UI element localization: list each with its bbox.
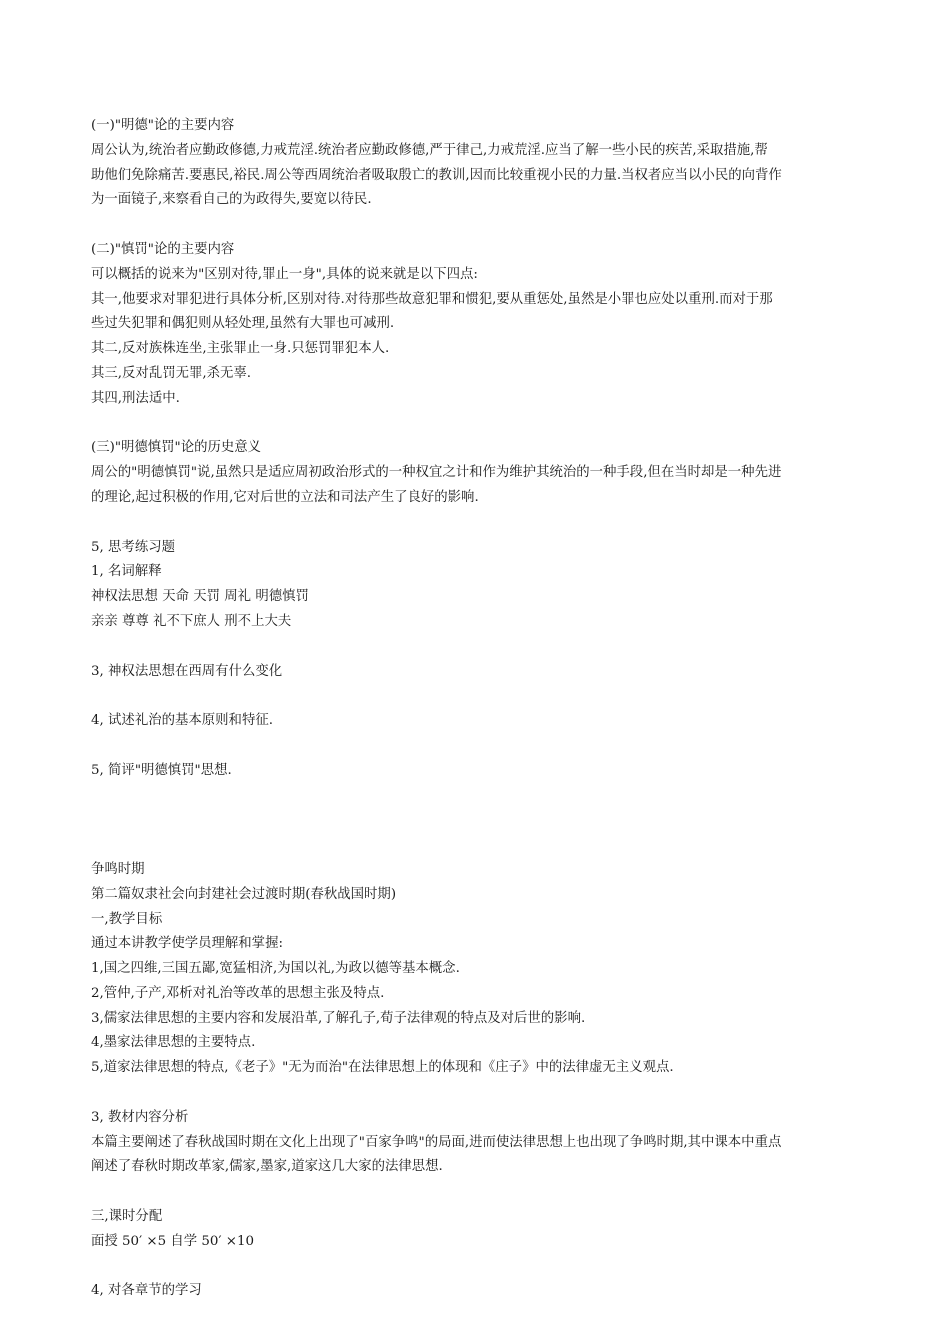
spacer — [91, 635, 861, 660]
section-mingde-heading: (一)"明德"论的主要内容 — [91, 118, 235, 133]
goals-intro: 通过本讲教学使学员理解和掌握: — [91, 936, 283, 952]
analysis-heading: 3, 教材内容分析 — [91, 1109, 189, 1125]
hours-line: 面授 50′ ×5 自学 50′ ×10 — [91, 1233, 255, 1249]
exercise-q1-terms: 亲亲 尊尊 礼不下庶人 刑不上大夫 — [91, 613, 292, 629]
exercise-q4: 4, 试述礼治的基本原则和特征. — [91, 713, 273, 729]
spacer — [91, 833, 861, 858]
paragraph-line: 其四,刑法适中. — [91, 390, 180, 406]
paragraph-line: 其三,反对乱罚无罪,杀无辜. — [91, 365, 252, 381]
paragraph-line: 其二,反对族株连坐,主张罪止一身.只惩罚罪犯本人. — [91, 341, 390, 357]
spacer — [91, 734, 861, 759]
spacer — [91, 1255, 861, 1280]
hours-heading: 三,课时分配 — [91, 1209, 163, 1225]
document-page — [91, 114, 861, 1304]
goal-item: 2,管仲,子产,邓析对礼治等改革的思想主张及特点. — [91, 985, 385, 1001]
paragraph-line: 阐述了春秋时期改革家,儒家,墨家,道家这几大家的法律思想. — [91, 1159, 443, 1175]
part-title: 第二篇奴隶社会向封建社会过渡时期(春秋战国时期) — [91, 886, 397, 902]
goal-item: 4,墨家法律思想的主要特点. — [91, 1035, 256, 1051]
paragraph-line: 些过失犯罪和偶犯则从轻处理,虽然有大罪也可减刑. — [91, 316, 395, 332]
goal-item: 3,儒家法律思想的主要内容和发展沿革,了解孔子,荀子法律观的特点及对后世的影响. — [91, 1010, 586, 1026]
exercises-heading: 5, 思考练习题 — [91, 539, 175, 555]
section-yiyi-heading: (三)"明德慎罚"论的历史意义 — [91, 440, 262, 456]
spacer — [91, 213, 861, 238]
goals-heading: 一,教学目标 — [91, 911, 163, 927]
exercise-q1-terms: 神权法思想 天命 天罚 周礼 明德慎罚 — [91, 589, 309, 605]
paragraph-line: 的理论,起过积极的作用,它对后世的立法和司法产生了良好的影响. — [91, 489, 479, 505]
goal-item: 5,道家法律思想的特点,《老子》"无为而治"在法律思想上的体现和《庄子》中的法律虚无主义观点. — [91, 1060, 674, 1076]
period-title: 争鸣时期 — [91, 861, 145, 877]
paragraph-line: 其一,他要求对罪犯进行具体分析,区别对待.对待那些故意犯罪和惯犯,要从重惩处,虽然是小罪也应处以重刑.而对于那 — [91, 291, 773, 307]
goal-item: 1,国之四维,三国五鄙,宽猛相济,为国以礼,为政以德等基本概念. — [91, 961, 460, 977]
exercise-q5: 5, 简评"明德慎罚"思想. — [91, 762, 232, 778]
spacer — [91, 784, 861, 834]
paragraph-line: 为一面镜子,来察看自己的为政得失,要宽以待民. — [91, 192, 372, 208]
paragraph-line: 助他们免除痛苦.要惠民,裕民.周公等西周统治者吸取殷亡的教训,因而比较重视小民的力量.当权者应当以小民的向背作 — [91, 167, 782, 183]
paragraph-line: 周公认为,统治者应勤政修德,力戒荒淫.统治者应勤政修德,严于律己,力戒荒淫.应当了解一些小民的疾苦,采取措施,帮 — [91, 142, 768, 158]
exercise-q3: 3, 神权法思想在西周有什么变化 — [91, 663, 283, 679]
chapters-heading: 4, 对各章节的学习 — [91, 1283, 202, 1299]
spacer — [91, 684, 861, 709]
spacer — [91, 1081, 861, 1106]
section-shenfa-heading: (二)"慎罚"论的主要内容 — [91, 241, 235, 257]
paragraph-line: 可以概括的说来为"区别对待,罪止一身",具体的说来就是以下四点: — [91, 266, 478, 282]
exercise-q1-title: 1, 名词解释 — [91, 564, 162, 580]
spacer — [91, 1180, 861, 1205]
paragraph-line: 本篇主要阐述了春秋战国时期在文化上出现了"百家争鸣"的局面,进而使法律思想上也出现了争鸣时期,其中课本中重点 — [91, 1134, 782, 1150]
spacer — [91, 511, 861, 536]
spacer — [91, 412, 861, 437]
paragraph-line: 周公的"明德慎罚"说,虽然只是适应周初政治形式的一种权宜之计和作为维护其统治的一种手段,但在当时却是一种先进 — [91, 465, 782, 481]
